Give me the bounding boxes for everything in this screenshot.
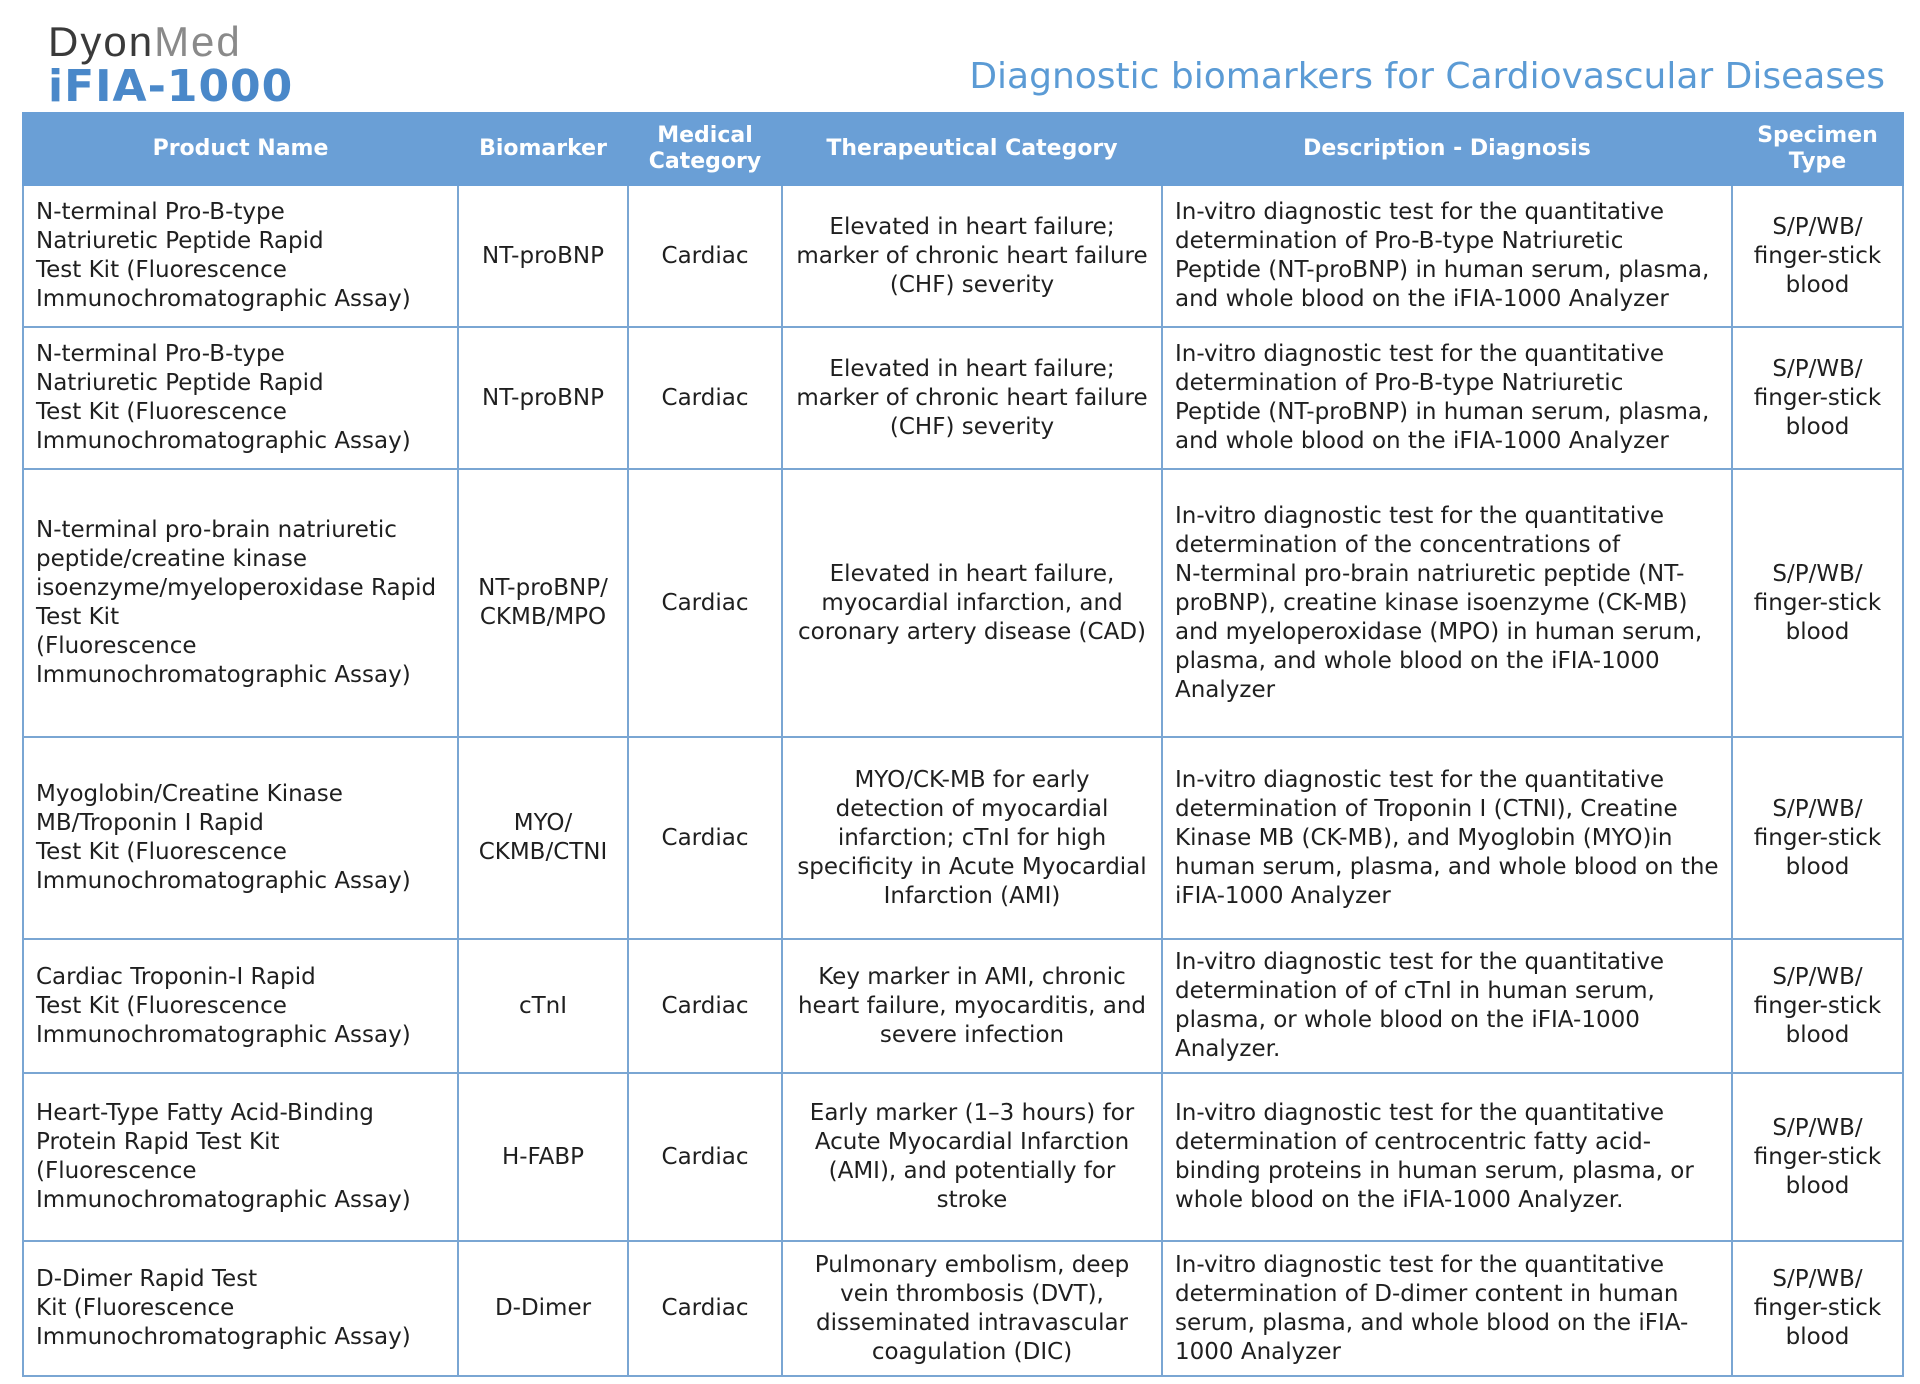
cell-description: In-vitro diagnostic test for the quantitative determination of Pro-B-type Natriuretic Peptide (NT-proBNP) in human serum, plasma, and whole blood on the iFIA-1000 Analyzer: [1162, 327, 1732, 469]
cell-product-name: N-terminal Pro-B-type Natriuretic Peptide Rapid Test Kit (Fluorescence Immunochromatographic Assay): [23, 185, 458, 327]
page-title: Diagnostic biomarkers for Cardiovascular Diseases: [969, 56, 1885, 97]
cell-biomarker: D-Dimer: [458, 1241, 628, 1376]
cell-specimen-type: S/P/WB/ finger-stick blood: [1732, 1073, 1903, 1241]
cell-description: In-vitro diagnostic test for the quantitative determination of centrocentric fatty acid- binding proteins in human serum, plasma, or whole blood on the iFIA-1000 Analyzer.: [1162, 1073, 1732, 1241]
cell-specimen-type: S/P/WB/ finger-stick blood: [1732, 737, 1903, 939]
cell-biomarker: NT-proBNP: [458, 185, 628, 327]
cell-specimen-type: S/P/WB/ finger-stick blood: [1732, 469, 1903, 737]
brand-product-name: iFIA-1000: [48, 61, 294, 112]
cell-medical-category: Cardiac: [628, 737, 782, 939]
cell-product-name: N-terminal pro-brain natriuretic peptide/creatine kinase isoenzyme/myeloperoxidase Rapid Test Kit (Fluorescence Immunochromatographic Assay): [23, 469, 458, 737]
header-therapeutical-category: Therapeutical Category: [782, 113, 1162, 185]
header-medical-category: Medical Category: [628, 113, 782, 185]
table-row: [23, 469, 1903, 737]
cell-therapeutical-category: MYO/CK-MB for early detection of myocardial infarction; cTnI for high specificity in Acute Myocardial Infarction (AMI): [782, 737, 1162, 939]
brand-wordmark: [48, 20, 293, 64]
cell-biomarker: NT-proBNP: [458, 327, 628, 469]
brand-med-text: Med: [154, 18, 242, 65]
cell-medical-category: Cardiac: [628, 1073, 782, 1241]
brand-logo: [48, 20, 293, 110]
cell-biomarker: NT-proBNP/ CKMB/MPO: [458, 469, 628, 737]
cell-biomarker: H-FABP: [458, 1073, 628, 1241]
cell-therapeutical-category: Elevated in heart failure; marker of chronic heart failure (CHF) severity: [782, 327, 1162, 469]
cell-specimen-type: S/P/WB/ finger-stick blood: [1732, 185, 1903, 327]
cell-biomarker: cTnI: [458, 939, 628, 1073]
cell-description: In-vitro diagnostic test for the quantitative determination of Troponin I (CTNI), Creatine Kinase MB (CK-MB), and Myoglobin (MYO)in human serum, plasma, and whole blood on the iFIA-1000 Analyzer: [1162, 737, 1732, 939]
cell-description: In-vitro diagnostic test for the quantitative determination of of cTnI in human serum, plasma, or whole blood on the iFIA-1000 Analyzer.: [1162, 939, 1732, 1073]
cell-medical-category: Cardiac: [628, 939, 782, 1073]
cell-therapeutical-category: Early marker (1–3 hours) for Acute Myocardial Infarction (AMI), and potentially for stroke: [782, 1073, 1162, 1241]
cell-biomarker: MYO/ CKMB/CTNI: [458, 737, 628, 939]
brand-dyon-text: Dyon: [48, 18, 155, 65]
table-row: [23, 327, 1903, 469]
cell-product-name: Heart-Type Fatty Acid-Binding Protein Rapid Test Kit (Fluorescence Immunochromatographic Assay): [23, 1073, 458, 1241]
cell-medical-category: Cardiac: [628, 1241, 782, 1376]
cell-description: In-vitro diagnostic test for the quantitative determination of the concentrations of N-terminal pro-brain natriuretic peptide (NT- proBNP), creatine kinase isoenzyme (CK-MB) and myeloperoxidase (MPO) in human serum, plasma, and whole blood on the iFIA-1000 Analyzer: [1162, 469, 1732, 737]
cell-product-name: Cardiac Troponin-I Rapid Test Kit (Fluorescence Immunochromatographic Assay): [23, 939, 458, 1073]
table-row: [23, 1241, 1903, 1376]
cell-medical-category: Cardiac: [628, 185, 782, 327]
cell-medical-category: Cardiac: [628, 327, 782, 469]
cell-therapeutical-category: Pulmonary embolism, deep vein thrombosis (DVT), disseminated intravascular coagulation (DIC): [782, 1241, 1162, 1376]
cell-product-name: N-terminal Pro-B-type Natriuretic Peptide Rapid Test Kit (Fluorescence Immunochromatographic Assay): [23, 327, 458, 469]
cell-specimen-type: S/P/WB/ finger-stick blood: [1732, 327, 1903, 469]
cell-description: In-vitro diagnostic test for the quantitative determination of Pro-B-type Natriuretic Peptide (NT-proBNP) in human serum, plasma, and whole blood on the iFIA-1000 Analyzer: [1162, 185, 1732, 327]
table-row: [23, 185, 1903, 327]
header-biomarker: Biomarker: [458, 113, 628, 185]
header-description: Description - Diagnosis: [1162, 113, 1732, 185]
cell-therapeutical-category: Elevated in heart failure; marker of chronic heart failure (CHF) severity: [782, 185, 1162, 327]
cell-therapeutical-category: Key marker in AMI, chronic heart failure, myocarditis, and severe infection: [782, 939, 1162, 1073]
table-row: [23, 737, 1903, 939]
header-product-name: Product Name: [23, 113, 458, 185]
table-row: [23, 1073, 1903, 1241]
biomarker-table: [22, 112, 1904, 1377]
cell-product-name: D-Dimer Rapid Test Kit (Fluorescence Immunochromatographic Assay): [23, 1241, 458, 1376]
cell-medical-category: Cardiac: [628, 469, 782, 737]
cell-description: In-vitro diagnostic test for the quantitative determination of D-dimer content in human serum, plasma, and whole blood on the iFIA- 1000 Analyzer: [1162, 1241, 1732, 1376]
cell-therapeutical-category: Elevated in heart failure, myocardial infarction, and coronary artery disease (CAD): [782, 469, 1162, 737]
header-specimen-type: Specimen Type: [1732, 113, 1903, 185]
table-row: [23, 939, 1903, 1073]
table-header-row: [23, 113, 1903, 185]
cell-specimen-type: S/P/WB/ finger-stick blood: [1732, 939, 1903, 1073]
cell-specimen-type: S/P/WB/ finger-stick blood: [1732, 1241, 1903, 1376]
cell-product-name: Myoglobin/Creatine Kinase MB/Troponin I Rapid Test Kit (Fluorescence Immunochromatographic Assay): [23, 737, 458, 939]
